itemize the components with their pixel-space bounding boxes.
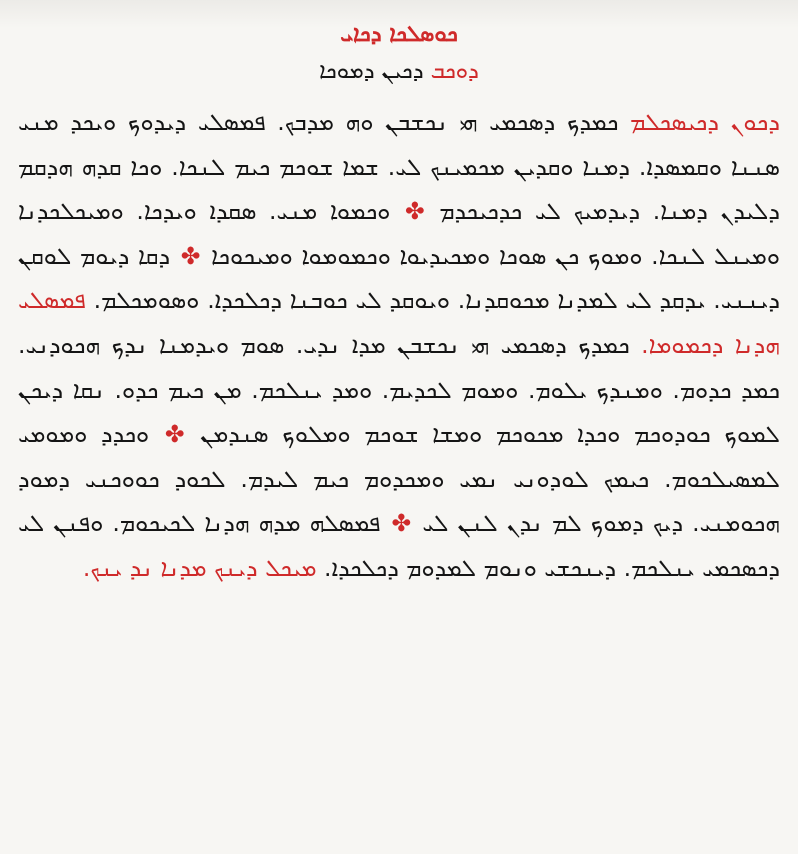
body-text-part-4: ܟܡܕܟ ܕܣܟܡܝ ܗܝ ܢܟܫܒܢ ܡܕܐ ܢܕܝ. ܣܘܡ ܘܝܕܡܢܐ ܢܕܟ ܗܟܘܕܢܝ. ܟܡܕ ܟܕܘܡ. ܘܡܢܕܟ ܝܠܘܡ. ܘܡܘܡ ܠܟܕܝܡ. ܘܡܕ ܝܢܠܟܡ. ܡܢ ܟܝܡ ܟܕܘ. ܢܩܐ ܕܝܟܢ ܠܡܘܟ ܟܘܕܘܟܡ ܘܟܕܐ ܡܟܘܟܡ ܘܡܫܐ ܫܘܟܡ ܘܡܠܘܟ ܣܢܕܡܢ bbox=[18, 330, 780, 449]
body-text-part-6: ܦܡܣܠܗ ܡܕܗ ܗܕܢܐ ܠܟܝܟܘܡ. ܘܦܢܢ ܠܝ ܕܟܣܟܡܝ ܝܢܠܟܡ. ܕܝܢܟܫܝ ܘܢܘܡ ܠܡܕܘܡ ܕܟܠܟܕܐ. bbox=[18, 509, 780, 582]
body-text-part-5: ܘܟܕܕ ܘܡܘܡܝ ܠܡܣܝܠܟܘܡ. ܟܝܡܟ ܠܘܕܘܢܝ ܢܡܝ ܘܡܟܕܘܡ ܟܝܡ ܠܝܕܡ. ܠܟܘܕ ܟܘܘܟܢܝ ܕܡܘܕ ܗܟܘܡܢܝ. ܕܝܟ ܕܡܘܟ ܠܡ ܢܕܢ ܠܢܢ ܠܝ bbox=[18, 420, 780, 538]
body-paragraph bbox=[18, 100, 780, 591]
subheading-text: ܕܟܝܢ ܕܡܘܟܐ bbox=[319, 59, 424, 84]
section-mark-icon: ✤ bbox=[391, 509, 412, 538]
section-mark-icon: ✤ bbox=[164, 420, 185, 449]
page-heading: ܟܘܣܠܟܐ ܕܟܐܝ bbox=[340, 22, 458, 47]
body-text-part-1: ܟܡܕܟ ܕܣܟܡܝ ܗܝ ܢܟܫܒܢ ܘܗ ܡܕܒܟ. ܦܡܣܠܝ ܕܝܕܘܟ ܘܝܟܕ ܡܢܝ ܣܢܢܐ ܘܩܡܣܕܐ. ܕܡܢܐ ܘܩܕܝܢ ܡܟܡܝܢܟ ܠܝ. ܫܡܐ ܫܘܟܡ ܟܝܡ ܠܢܟܐ. ܘܟܐ ܩܕܗ ܗܕܩܡ ܕܠܝܕܢ ܕܡܢܐ. ܕܝܕܡܝܟ ܠܝ ܟܕܟܝܟܕܡ bbox=[18, 108, 780, 226]
section-mark-icon: ✤ bbox=[180, 241, 201, 270]
rubric-intro: ܕܟܘܢ ܕܟܝܣܟܠܡ bbox=[630, 108, 780, 136]
section-mark-icon: ✤ bbox=[405, 197, 425, 226]
rubric-middle: ܦܡܣܠܝ ܗܕܢܐ ܕܟܡܘܡܐ. bbox=[18, 286, 780, 359]
manuscript-page bbox=[18, 18, 780, 838]
page-subheading bbox=[18, 52, 780, 92]
body-text-part-3: ܕܩܐ ܕܝܘܡ ܠܘܩܢ ܕܝܢܢܝ. ܝܕܩܕ ܠܝ ܠܡܕܢܐ ܡܟܘܩܕܢܐ. ܘܝܘܩܕ ܠܝ ܟܘܒܢܐ ܕܟܠܟܕܐ. ܘܣܘܡܟܠܡ. bbox=[18, 241, 780, 315]
body-text-part-2: ܘܟܡܘܐ ܡܢܝ. ܣܩܕܐ ܘܝܕܟܐ. ܘܡܝܟܠܟܕܢܐ ܘܡܝܢܠ ܠܢܟܐ. ܘܡܘܟ ܟܢ ܣܘܟܐ ܘܡܟܝܕܝܘܐ ܘܟܡܘܡܘܐ ܘܡܝܟܘܟܐ bbox=[18, 197, 780, 270]
rubric-final: ܡܝܟܠ ܕܝܢܟ ܡܕܢܐ ܢܕ ܝܢܟ. bbox=[82, 553, 317, 582]
subheading-red-word: ܕܘܟܒ bbox=[430, 59, 479, 84]
